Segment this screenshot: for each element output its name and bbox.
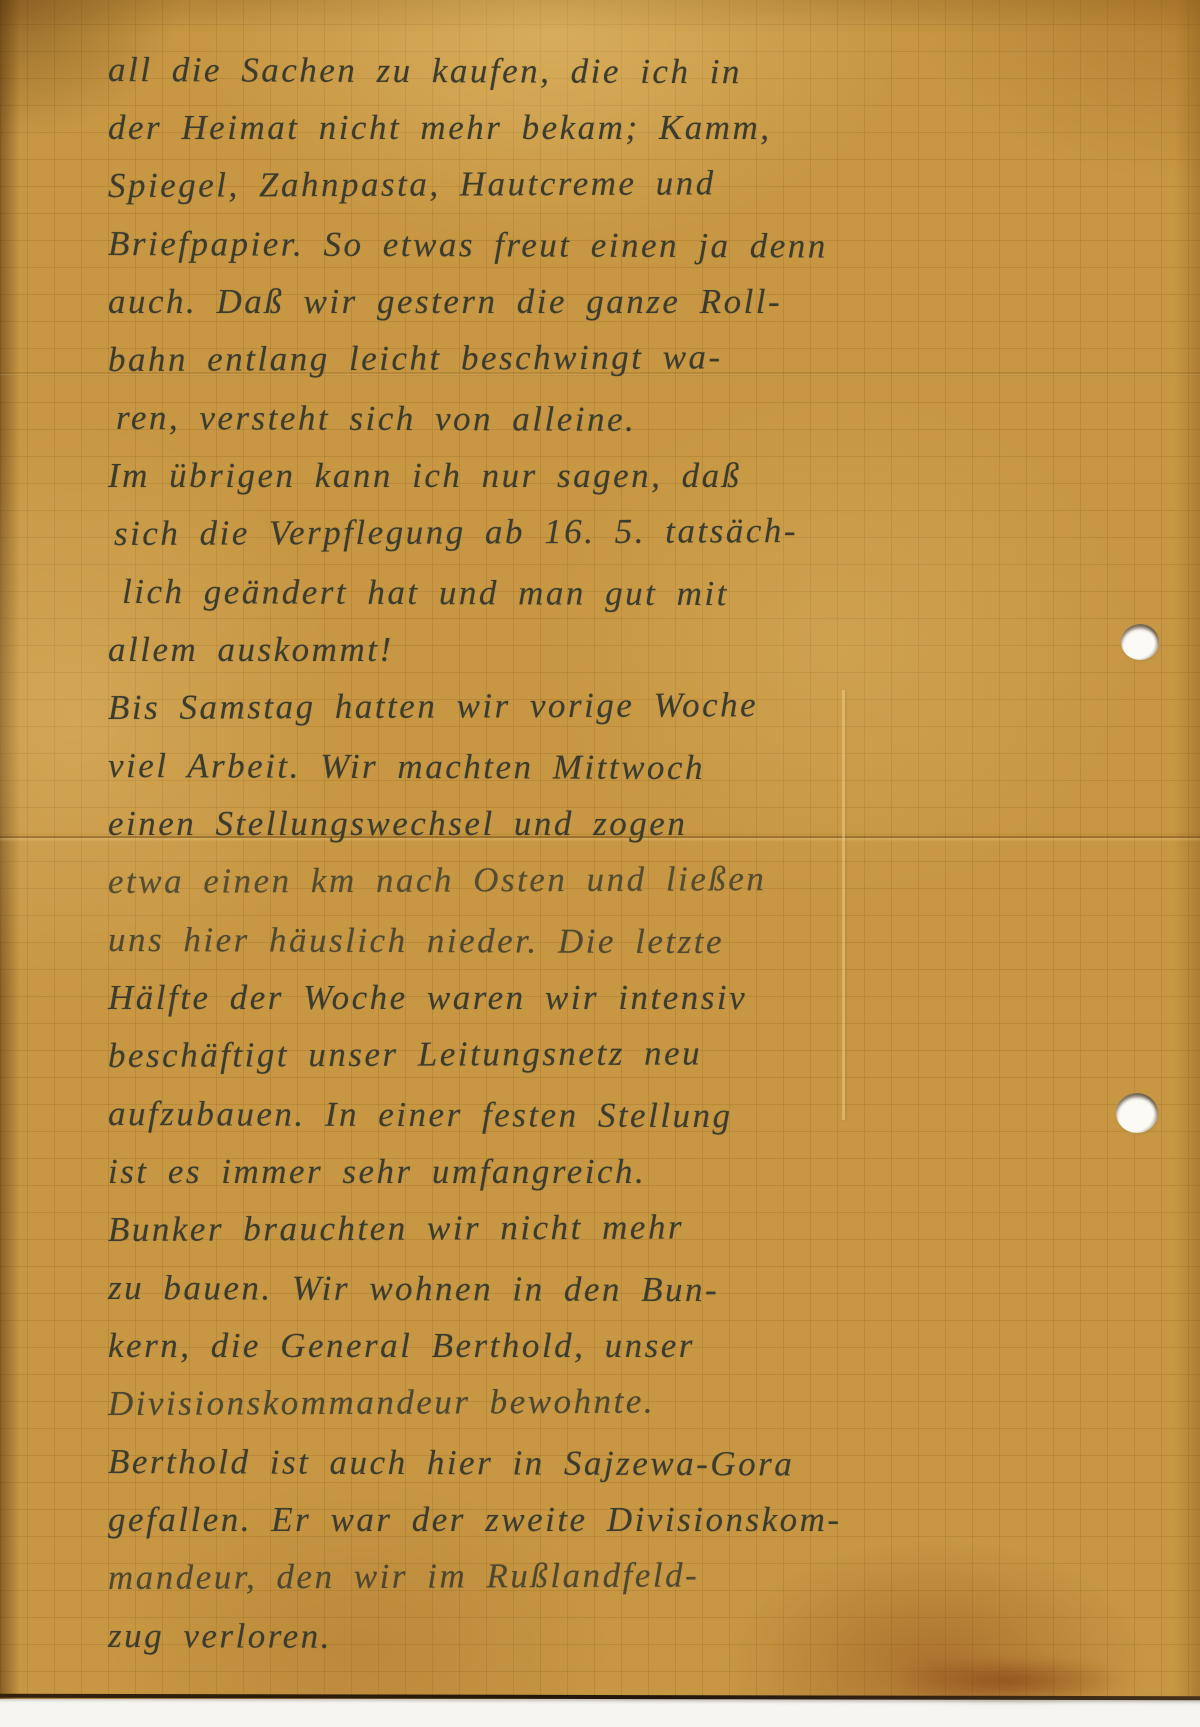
letter-line: Im übrigen kann ich nur sagen, daß [108, 456, 742, 495]
letter-line: zug verloren. [107, 1616, 333, 1656]
letter-lines [108, 50, 1148, 1674]
letter-line: Spiegel, Zahnpasta, Hautcreme und [107, 163, 716, 205]
letter-line: Bis Samstag hatten wir vorige Woche [107, 685, 759, 727]
letter-line: Divisionskommandeur bewohnte. [107, 1381, 656, 1423]
letter-line: ist es immer sehr umfangreich. [108, 1152, 647, 1191]
letter-line: beschäftigt unser Leitungsnetz neu [107, 1033, 703, 1075]
letter-line: etwa einen km nach Osten und ließen [107, 859, 767, 901]
punch-hole-top [1121, 624, 1159, 660]
letter-line: einen Stellungswechsel und zogen [108, 804, 688, 843]
letter-line: Bunker brauchten wir nicht mehr [107, 1207, 685, 1249]
letter-line: der Heimat nicht mehr bekam; Kamm, [108, 108, 772, 147]
letter-line: aufzubauen. In einer festen Stellung [107, 1094, 733, 1136]
letter-line: kern, die General Berthold, unser [108, 1326, 695, 1365]
letter-line: viel Arbeit. Wir machten Mittwoch [107, 746, 706, 788]
letter-line: uns hier häuslich nieder. Die letzte [107, 920, 725, 962]
letter-line: ren, versteht sich von alleine. [115, 398, 637, 439]
letter-line: all die Sachen zu kaufen, die ich in [107, 50, 743, 92]
letter-line: Briefpapier. So etwas freut einen ja denn [107, 224, 828, 266]
punch-hole-bottom [1116, 1093, 1158, 1133]
letter-line: Hälfte der Woche waren wir intensiv [108, 978, 748, 1017]
letter-line: Berthold ist auch hier in Sajzewa-Gora [107, 1442, 795, 1484]
letter-line: zu bauen. Wir wohnen in den Bun- [107, 1268, 720, 1310]
letter-line: allem auskommt! [108, 630, 394, 669]
letter-line: gefallen. Er war der zweite Divisionskom- [108, 1500, 842, 1539]
letter-line: bahn entlang leicht beschwingt wa- [107, 337, 723, 379]
letter-line: sich die Verpflegung ab 16. 5. tatsäch- [113, 511, 799, 553]
letter-line: mandeur, den wir im Rußlandfeld- [107, 1555, 700, 1597]
letter-line: lich geändert hat und man gut mit [121, 572, 729, 614]
letter-line: auch. Daß wir gestern die ganze Roll- [108, 282, 783, 321]
